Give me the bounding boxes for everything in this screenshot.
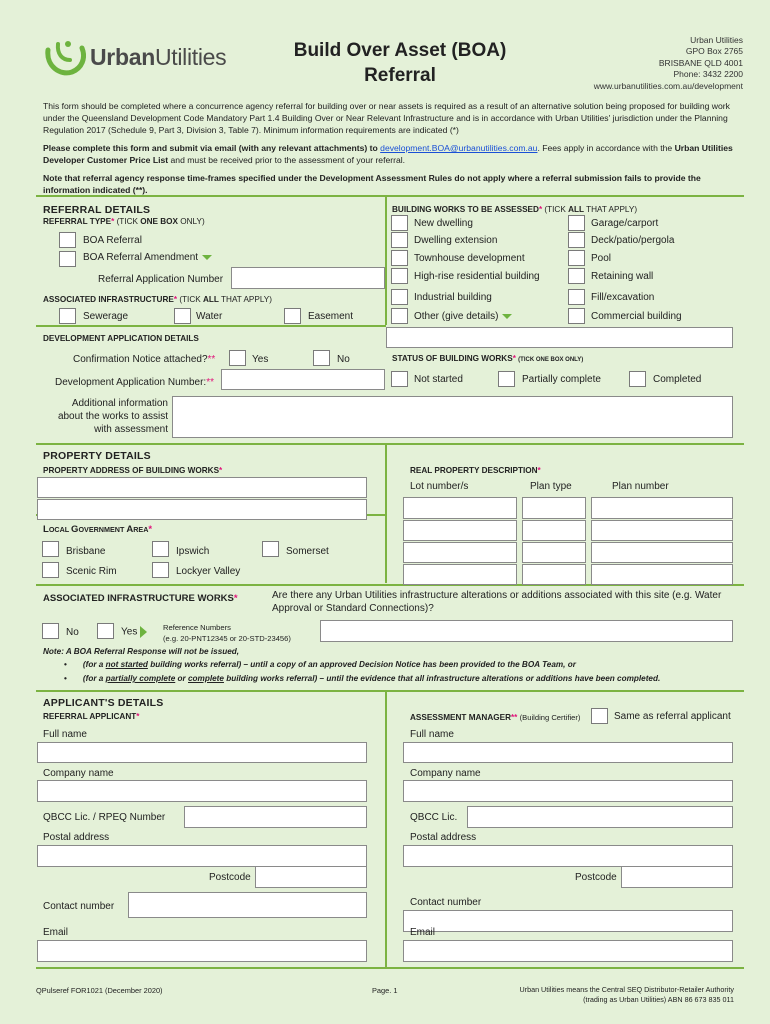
assoc-infra-question: Are there any Urban Utilities infrastructure alterations or additions associated with this site (e.g. Water Approval or Standard Connections)? — [272, 590, 722, 614]
works-label-other: Other (give details) — [414, 311, 512, 322]
manager-full-name-label: Full name — [410, 729, 454, 740]
works-checkbox-fill[interactable] — [568, 289, 585, 305]
applicant-full-name-label: Full name — [43, 729, 87, 740]
arrow-right-icon — [140, 626, 147, 638]
dev-application-number-label: Development Application Number:** — [55, 377, 214, 388]
works-checkbox-new-dwelling[interactable] — [391, 215, 408, 231]
lga-brisbane-label: Brisbane — [66, 546, 106, 557]
footer-authority: Urban Utilities means the Central SEQ Distributor-Retailer Authority (trading as Urban Utilities) ABN 86 673 835 011 — [519, 985, 734, 1004]
easement-checkbox[interactable] — [284, 308, 301, 324]
plan-number-cell[interactable] — [591, 497, 733, 519]
plan-type-cell[interactable] — [522, 542, 586, 563]
manager-full-name-field[interactable] — [403, 742, 733, 763]
same-as-applicant-checkbox[interactable] — [591, 708, 608, 724]
other-details-field[interactable] — [386, 327, 733, 348]
plan-type-header: Plan type — [530, 481, 572, 492]
property-address-field-1[interactable] — [37, 477, 367, 498]
divider-footer — [36, 967, 744, 969]
divider-dev-top — [36, 325, 386, 327]
manager-qbcc-field[interactable] — [467, 806, 733, 828]
referral-type-label: REFERRAL TYPE* (TICK ONE BOX ONLY) — [43, 217, 205, 226]
confirmation-no-checkbox[interactable] — [313, 350, 330, 366]
works-checkbox-high-rise[interactable] — [391, 268, 408, 284]
works-label-garage: Garage/carport — [591, 218, 659, 229]
applicant-email-label: Email — [43, 927, 69, 938]
works-label-high-rise: High-rise residential building — [414, 271, 540, 282]
confirmation-yes-checkbox[interactable] — [229, 350, 246, 366]
dev-application-label: DEVELOPMENT APPLICATION DETAILS — [43, 334, 199, 343]
works-label-deck: Deck/patio/pergola — [591, 235, 675, 246]
works-checkbox-commercial[interactable] — [568, 308, 585, 324]
divider-referral-top — [36, 195, 744, 197]
lga-brisbane-checkbox[interactable] — [42, 541, 59, 557]
manager-email-field[interactable] — [403, 940, 733, 962]
works-label-pool: Pool — [591, 253, 612, 264]
applicant-qbcc-rpeq-field[interactable] — [184, 806, 367, 828]
applicant-postal-label: Postal address — [43, 832, 110, 843]
lga-somerset-label: Somerset — [286, 546, 329, 557]
dropdown-triangle-icon — [202, 255, 212, 260]
applicant-postcode-label: Postcode — [209, 872, 251, 883]
page-title — [270, 38, 530, 88]
contact-org: Urban Utilities — [690, 35, 743, 45]
lga-ipswich-label: Ipswich — [176, 546, 210, 557]
works-label-new-dwelling: New dwelling — [414, 218, 473, 229]
lga-ipswich-checkbox[interactable] — [152, 541, 169, 557]
applicant-postcode-field[interactable] — [255, 866, 367, 888]
intro-paragraph-2: Please complete this form and submit via email (with any relevant attachments) to development.BOA@urbanutilities.com.au. Fees apply in accordance with the Urban Utilities Developer Customer Price List and must be received prior to the assessment of your referral. — [43, 143, 733, 165]
sewerage-checkbox[interactable] — [59, 308, 76, 324]
lot-number-cell[interactable] — [403, 542, 517, 563]
intro-paragraph-3: Note that referral agency response time-frames specified under the Development Assessment Rules do not apply where a referral submission fails to provide the information indicated (**). — [43, 173, 701, 195]
contact-block — [594, 35, 743, 92]
works-checkbox-dwelling-extension[interactable] — [391, 232, 408, 248]
works-label-industrial: Industrial building — [414, 292, 492, 303]
applicant-contact-label: Contact number — [43, 901, 115, 912]
assoc-infra-heading: ASSOCIATED INFRASTRUCTURE WORKS* — [43, 593, 238, 604]
works-label-commercial: Commercial building — [591, 311, 682, 322]
plan-type-cell[interactable] — [522, 564, 586, 585]
manager-qbcc-label: QBCC Lic. — [410, 812, 458, 823]
works-label-retaining-wall: Retaining wall — [591, 271, 654, 282]
works-label-dwelling-extension: Dwelling extension — [414, 235, 498, 246]
works-checkbox-retaining-wall[interactable] — [568, 268, 585, 284]
manager-contact-field[interactable] — [403, 910, 733, 932]
plan-type-cell[interactable] — [522, 497, 586, 519]
works-checkbox-deck[interactable] — [568, 232, 585, 248]
confirmation-yes-label: Yes — [252, 354, 269, 365]
applicant-heading: APPLICANT'S DETAILS — [43, 697, 164, 709]
assoc-no-checkbox[interactable] — [42, 623, 59, 639]
works-label-townhouse: Townhouse development — [414, 253, 525, 264]
property-heading: PROPERTY DETAILS — [43, 450, 151, 462]
dev-application-number-field[interactable] — [221, 369, 385, 390]
boa-referral-amendment-label: BOA Referral Amendment — [83, 252, 212, 263]
assessment-manager-label: ASSESSMENT MANAGER** (Building Certifier) — [410, 713, 581, 722]
applicant-contact-field[interactable] — [128, 892, 367, 918]
works-checkbox-townhouse[interactable] — [391, 250, 408, 266]
bullet-1: • (for a not started building works referral) – until a copy of an approved Decision Notice has been provided to the BOA Team, or — [64, 660, 576, 669]
email-link[interactable]: development.BOA@urbanutilities.com.au — [380, 143, 538, 153]
logo-text: Utilities — [154, 44, 227, 70]
status-not-started-label: Not started — [414, 374, 463, 385]
applicant-postal-field[interactable] — [37, 845, 367, 867]
works-checkbox-garage[interactable] — [568, 215, 585, 231]
contact-web: www.urbanutilities.com.au/development — [593, 80, 743, 91]
lga-lockyer-valley-checkbox[interactable] — [152, 562, 169, 578]
lga-scenic-rim-checkbox[interactable] — [42, 562, 59, 578]
title-line-2: Referral — [364, 65, 436, 86]
plan-number-cell[interactable] — [591, 564, 733, 585]
works-checkbox-other[interactable] — [391, 308, 408, 324]
plan-type-cell[interactable] — [522, 520, 586, 541]
divider-referral-vertical — [385, 197, 387, 325]
referral-application-number-field[interactable] — [231, 267, 385, 289]
lot-number-header: Lot number/s — [410, 481, 469, 492]
manager-contact-label: Contact number — [410, 897, 482, 908]
status-completed-checkbox[interactable] — [629, 371, 646, 387]
boa-note: Note: A BOA Referral Response will not be issued, — [43, 647, 240, 656]
referral-applicant-label: REFERRAL APPLICANT* — [43, 712, 140, 721]
lga-lockyer-valley-label: Lockyer Valley — [176, 566, 241, 577]
status-label: STATUS OF BUILDING WORKS* (TICK ONE BOX ONLY) — [392, 354, 584, 363]
property-address-label: PROPERTY ADDRESS OF BUILDING WORKS* — [43, 466, 223, 475]
manager-postcode-field[interactable] — [621, 866, 733, 888]
footer-page-number: Page. 1 — [372, 986, 398, 995]
lot-number-cell[interactable] — [403, 564, 517, 585]
assoc-yes-checkbox[interactable] — [97, 623, 114, 639]
boa-referral-checkbox[interactable] — [59, 232, 76, 248]
assoc-yes-label: Yes — [121, 626, 147, 638]
manager-company-label: Company name — [410, 768, 481, 779]
applicant-company-field[interactable] — [37, 780, 367, 802]
footer-form-ref: QPulseref FOR1021 (December 2020) — [36, 986, 163, 995]
lot-number-cell[interactable] — [403, 497, 517, 519]
applicant-qbcc-rpeq-label: QBCC Lic. / RPEQ Number — [43, 812, 166, 823]
water-checkbox[interactable] — [174, 308, 191, 324]
dropdown-triangle-icon — [502, 314, 512, 319]
status-not-started-checkbox[interactable] — [391, 371, 408, 387]
lga-somerset-checkbox[interactable] — [262, 541, 279, 557]
plan-number-header: Plan number — [612, 481, 669, 492]
plan-number-cell[interactable] — [591, 520, 733, 541]
applicant-company-label: Company name — [43, 768, 114, 779]
manager-postcode-label: Postcode — [575, 872, 617, 883]
associated-infrastructure-label: ASSOCIATED INFRASTRUCTURE* (TICK ALL THAT APPLY) — [43, 295, 272, 304]
lot-number-cell[interactable] — [403, 520, 517, 541]
manager-company-field[interactable] — [403, 780, 733, 802]
manager-postal-label: Postal address — [410, 832, 477, 843]
logo-text-bold: Urban — [90, 44, 155, 70]
status-partially-complete-label: Partially complete — [522, 374, 601, 385]
applicant-full-name-field[interactable] — [37, 742, 367, 763]
lga-scenic-rim-label: Scenic Rim — [66, 566, 117, 577]
intro-paragraph-1: This form should be completed where a concurrence agency referral for building over or near assets is required as a result of an alternative solution being proposed for building work under the Queensland Development Code Mandatory Part 1.4 Building Over or Near Relevant Infrastructure and is in accordance with Urban Utilities' jurisdiction under the Planning Regulation 2017 (Schedule 9, Part 3, Division 3, Table 7). Minimum information requirements are indicated (*) — [43, 101, 730, 135]
confirmation-notice-label: Confirmation Notice attached?** — [73, 354, 216, 365]
logo — [44, 38, 244, 78]
works-label-fill: Fill/excavation — [591, 292, 655, 303]
bullet-2: • (for a partially complete or complete building works referral) – until the evidence that all infrastructure alterations or additions have been completed. — [64, 674, 661, 683]
confirmation-no-label: No — [337, 354, 350, 365]
status-partially-complete-checkbox[interactable] — [498, 371, 515, 387]
additional-info-field[interactable] — [172, 396, 733, 438]
referral-application-number-label: Referral Application Number — [98, 274, 224, 285]
contact-city: BRISBANE QLD 4001 — [658, 57, 743, 68]
additional-info-label: Additional information about the works to assist with assessment — [57, 398, 168, 435]
easement-label: Easement — [308, 311, 354, 322]
title-line-1: Build Over Asset (BOA) — [293, 40, 507, 61]
property-address-field-2[interactable] — [37, 499, 367, 520]
local-government-area-label: LOCAL GOVERNMENT AREA* — [43, 524, 153, 535]
manager-postal-field[interactable] — [403, 845, 733, 867]
same-as-applicant-label: Same as referral applicant — [614, 711, 731, 722]
real-property-description-label: REAL PROPERTY DESCRIPTION* — [410, 466, 541, 475]
applicant-email-field[interactable] — [37, 940, 367, 962]
boa-referral-amendment-checkbox[interactable] — [59, 251, 76, 267]
status-completed-label: Completed — [653, 374, 702, 385]
manager-email-label: Email — [410, 927, 436, 938]
divider-property-top — [36, 443, 744, 445]
contact-phone: Phone: 3432 2200 — [673, 69, 743, 80]
water-label: Water — [196, 311, 223, 322]
divider-applicant-vertical — [385, 692, 387, 967]
reference-numbers-field[interactable] — [320, 620, 733, 642]
works-checkbox-industrial[interactable] — [391, 289, 408, 305]
boa-referral-label: BOA Referral — [83, 235, 142, 246]
building-works-label: BUILDING WORKS TO BE ASSESSED* (TICK ALL THAT APPLY) — [392, 205, 638, 214]
plan-number-cell[interactable] — [591, 542, 733, 563]
sewerage-label: Sewerage — [83, 311, 129, 322]
works-checkbox-pool[interactable] — [568, 250, 585, 266]
urban-utilities-logo-icon — [44, 38, 86, 78]
divider-applicant-top — [36, 690, 744, 692]
assoc-no-label: No — [66, 627, 79, 638]
reference-numbers-label: Reference Numbers (e.g. 20-PNT12345 or 20-STD-23456) — [163, 623, 291, 643]
contact-box: GPO Box 2765 — [685, 46, 743, 57]
referral-heading: REFERRAL DETAILS — [43, 204, 151, 216]
